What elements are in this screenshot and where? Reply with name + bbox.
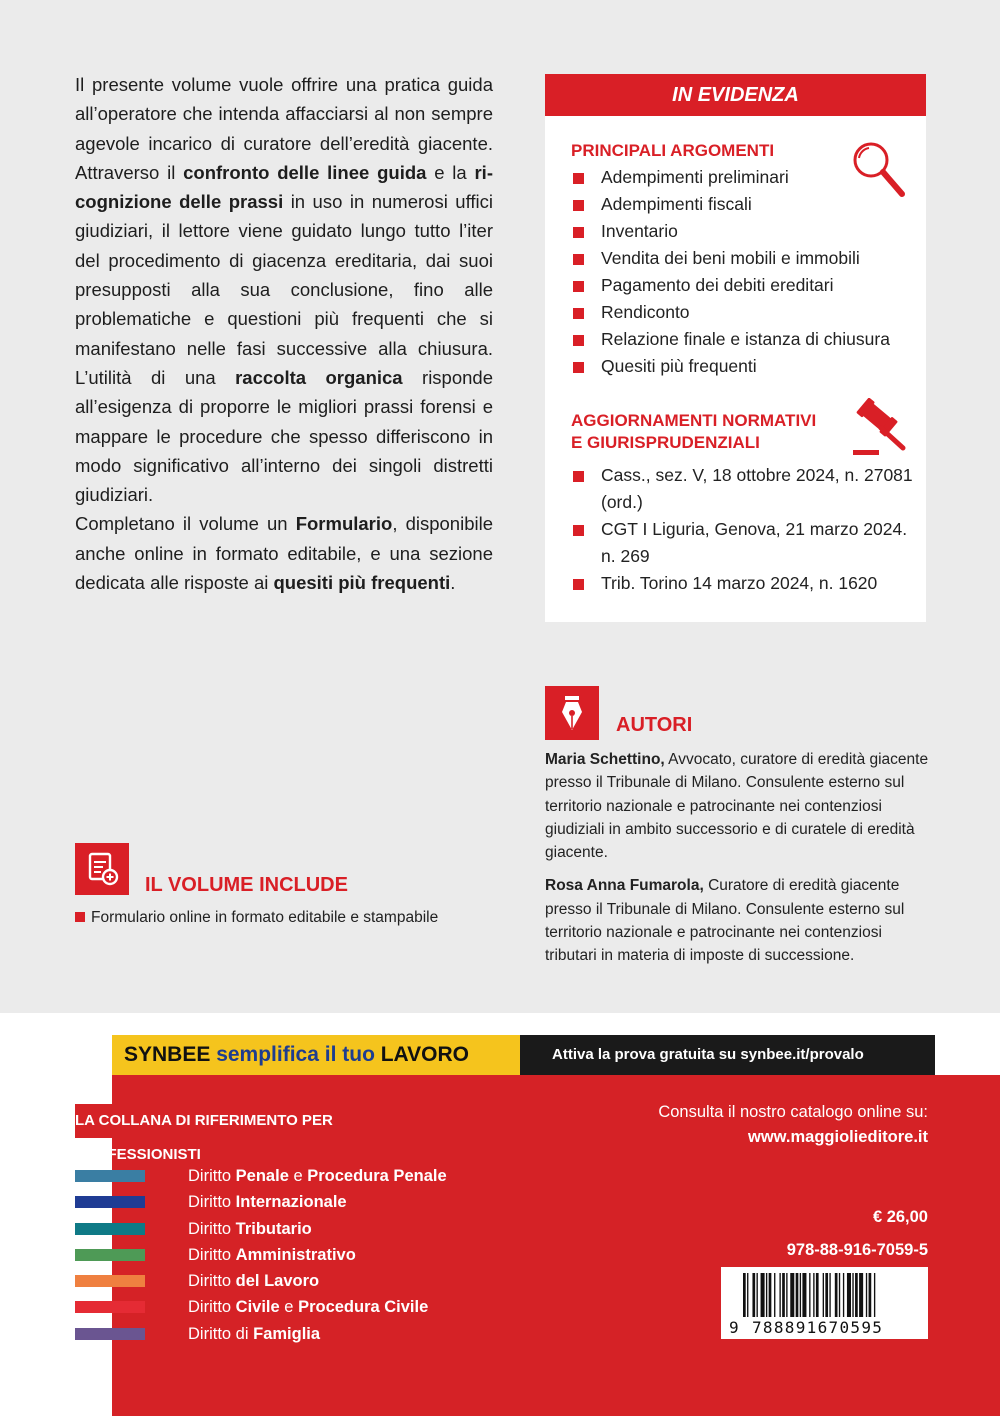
barcode-bar bbox=[766, 1273, 767, 1317]
series-label-part: Civile bbox=[235, 1298, 280, 1317]
barcode-bar bbox=[869, 1273, 872, 1317]
argomento-text: Relazione finale e istanza di chiusura bbox=[601, 329, 890, 349]
intro-text-run: Completano il volume un bbox=[75, 513, 296, 535]
series-label-part: Diritto bbox=[188, 1193, 236, 1212]
barcode-bar bbox=[782, 1273, 785, 1317]
author-1-name: Maria Schettino, bbox=[545, 751, 665, 768]
bullet-square bbox=[573, 335, 584, 346]
intro-text bbox=[75, 70, 493, 597]
intro-bold-text: confronto delle linee guida bbox=[183, 161, 427, 183]
barcode-digits: 788891670595 bbox=[752, 1318, 884, 1337]
in-evidenza-card bbox=[545, 74, 926, 622]
series-label bbox=[188, 1217, 312, 1241]
barcode-bar bbox=[816, 1273, 819, 1317]
barcode-bar bbox=[809, 1273, 810, 1317]
aggiornamenti-title bbox=[571, 410, 816, 454]
aggiornamento-line: CGT I Liguria, Genova, 21 marzo 2024. bbox=[601, 519, 908, 539]
collana-title bbox=[75, 1104, 455, 1163]
argomento-item bbox=[571, 218, 890, 245]
aggiornamento-line: n. 269 bbox=[601, 546, 650, 566]
argomenti-list bbox=[571, 164, 890, 380]
intro-text-run: e la bbox=[426, 161, 475, 183]
bullet-square bbox=[573, 173, 584, 184]
series-color-bar bbox=[75, 1301, 145, 1313]
barcode-bar bbox=[874, 1273, 875, 1317]
series-color-bar bbox=[75, 1328, 145, 1340]
aggiornamento-item bbox=[571, 516, 913, 570]
document-add-icon bbox=[75, 843, 129, 895]
series-label-part: Diritto bbox=[188, 1272, 236, 1291]
synbee-cta[interactable]: Attiva la prova gratuita su synbee.it/provalo bbox=[520, 1035, 935, 1075]
argomento-text: Pagamento dei debiti ereditari bbox=[601, 275, 834, 295]
synbee-slogan bbox=[124, 1035, 469, 1075]
barcode-bar bbox=[802, 1273, 806, 1317]
barcode-bar bbox=[774, 1273, 775, 1317]
aggiornamenti-list bbox=[571, 462, 913, 597]
series-label-part: Procedura Civile bbox=[298, 1298, 429, 1317]
catalog-info bbox=[658, 1100, 928, 1150]
volume-include-title: IL VOLUME INCLUDE bbox=[145, 874, 348, 896]
series-label-part: Procedura Penale bbox=[307, 1167, 447, 1185]
argomento-item bbox=[571, 191, 890, 218]
barcode-bar bbox=[859, 1273, 863, 1317]
series-color-bar bbox=[75, 1275, 145, 1287]
intro-text-run: , disponibile anche online in formato editabile, e una sezione dedicata alle risposte ai bbox=[75, 513, 493, 594]
price: € 26,00 bbox=[872, 1208, 928, 1226]
barcode-bar bbox=[825, 1273, 828, 1317]
barcode-bar bbox=[743, 1273, 746, 1317]
barcode-bar bbox=[790, 1273, 794, 1317]
argomento-item bbox=[571, 164, 890, 191]
bullet-square bbox=[573, 200, 584, 211]
series-label-part: Diritto bbox=[188, 1245, 236, 1264]
barcode-bar bbox=[829, 1273, 830, 1317]
series-label-part: Tributario bbox=[235, 1219, 312, 1238]
author-1 bbox=[545, 748, 929, 864]
gavel-icon bbox=[851, 398, 911, 458]
bullet-square bbox=[573, 254, 584, 265]
bullet-square bbox=[573, 227, 584, 238]
bullet-square bbox=[573, 471, 584, 482]
barcode-bar bbox=[835, 1273, 838, 1317]
barcode-bar bbox=[757, 1273, 758, 1317]
barcode-bar bbox=[843, 1273, 844, 1317]
catalog-line: Consulta il nostro catalogo online su: bbox=[658, 1103, 928, 1121]
bullet-square bbox=[573, 362, 584, 373]
argomento-text: Inventario bbox=[601, 221, 678, 241]
autori-text bbox=[545, 748, 929, 978]
aggiornamento-line: (ord.) bbox=[601, 492, 643, 512]
barcode-bar bbox=[747, 1273, 748, 1317]
barcode-bar bbox=[823, 1273, 824, 1317]
intro-paragraph-2 bbox=[75, 509, 493, 597]
series-label-part: Penale bbox=[235, 1167, 289, 1185]
barcode-bar bbox=[786, 1273, 787, 1317]
argomento-item bbox=[571, 272, 890, 299]
aggiornamento-item bbox=[571, 570, 913, 597]
bullet-square bbox=[573, 308, 584, 319]
barcode-bar bbox=[847, 1273, 851, 1317]
synbee-slogan-mid: semplifica il tuo bbox=[210, 1043, 381, 1066]
intro-text-run: . bbox=[450, 572, 456, 594]
barcode-bar bbox=[800, 1273, 801, 1317]
intro-bold-text: Formulario bbox=[295, 513, 393, 535]
argomento-item bbox=[571, 245, 890, 272]
synbee-slogan-end: LAVORO bbox=[380, 1043, 470, 1066]
author-2 bbox=[545, 874, 929, 967]
series-label-part: e bbox=[288, 1167, 308, 1185]
series-color-bar bbox=[75, 1223, 145, 1235]
author-1-bio: Avvocato, curatore di eredità giacente presso il Tribunale di Milano. Consulente esterno sul territorio nazionale e patrocinante nei contenziosi giudiziali in ambito successorio e di curatele di eredità giacente. bbox=[545, 751, 929, 862]
aggiornamento-line: Cass., sez. V, 18 ottobre 2024, n. 27081 bbox=[601, 465, 913, 485]
barcode-bar bbox=[761, 1273, 765, 1317]
barcode-lead-digit: 9 bbox=[729, 1318, 740, 1337]
series-label-part: Amministrativo bbox=[235, 1245, 356, 1264]
intro-text-run: in uso in numerosi uffici giudiziari, il lettore viene guidato lungo tutto l’iter del procedimento di giacenza ereditaria, dai suoi presupposti alla sua conclusione, fino alle problematiche e questioni più frequenti che si manifestano nelle fasi successive alla chiusura. L’utilità di una bbox=[75, 191, 493, 388]
bullet-square bbox=[573, 281, 584, 292]
series-label-part: e bbox=[279, 1298, 299, 1317]
barcode-bar bbox=[839, 1273, 840, 1317]
bullet-square bbox=[573, 525, 584, 536]
barcode-bar bbox=[852, 1273, 853, 1317]
aggiornamenti-title-line-2: E GIURISPRUDENZIALI bbox=[571, 433, 760, 452]
series-label-part: Diritto bbox=[188, 1167, 236, 1185]
author-2-bio: Curatore di eredità giacente presso il Tribunale di Milano. Consulente esterno sul territorio nazionale e patrocinante nei contenziosi tributari in materia di imposte di successione. bbox=[545, 877, 905, 965]
argomento-text: Vendita dei beni mobili e immobili bbox=[601, 248, 860, 268]
series-label bbox=[188, 1322, 320, 1346]
series-color-bar bbox=[75, 1249, 145, 1261]
intro-paragraph-1 bbox=[75, 70, 493, 509]
volume-include-item bbox=[75, 909, 438, 927]
series-label-part: Internazionale bbox=[235, 1193, 347, 1212]
aggiornamento-line: Trib. Torino 14 marzo 2024, n. 1620 bbox=[601, 573, 878, 593]
synbee-brand: SYNBEE bbox=[124, 1043, 211, 1066]
series-label bbox=[188, 1190, 347, 1214]
intro-text-run: Il presente volume vuole offrire una pratica guida all’operatore che intenda affacciarsi al non sempre agevole incarico di curatore dell’eredità giacente. Attraverso il bbox=[75, 74, 493, 183]
argomento-item bbox=[571, 326, 890, 353]
collana-title-text: LA COLLANA DI RIFERIMENTO PER PROFESSIONISTI bbox=[75, 1112, 333, 1163]
barcode-bar bbox=[769, 1273, 772, 1317]
barcode-bar bbox=[752, 1273, 755, 1317]
argomento-item bbox=[571, 353, 890, 380]
barcode-bars bbox=[721, 1267, 928, 1321]
series-label bbox=[188, 1243, 356, 1267]
aggiornamenti-title-line-1: AGGIORNAMENTI NORMATIVI bbox=[571, 411, 817, 430]
principali-argomenti-title: PRINCIPALI ARGOMENTI bbox=[571, 141, 775, 160]
argomento-text: Adempimenti preliminari bbox=[601, 167, 789, 187]
author-2-name: Rosa Anna Fumarola, bbox=[545, 877, 704, 895]
pen-nib-icon bbox=[545, 686, 599, 740]
series-label bbox=[188, 1295, 428, 1319]
barcode-bar bbox=[796, 1273, 799, 1317]
barcode-bar bbox=[779, 1273, 780, 1317]
intro-text-run: risponde all’esigenza di proporre le migliori prassi forensi e mappare le procedure che spesso differiscono in modo significativo all’interno dei singoli distretti giudiziari. bbox=[75, 366, 493, 506]
isbn: 978-88-916-7059-5 bbox=[786, 1241, 928, 1259]
argomento-text: Adempimenti fiscali bbox=[601, 194, 752, 214]
volume-include-item-text: Formulario online in formato editabile e stampabile bbox=[91, 909, 439, 926]
series-label-part: del Lavoro bbox=[235, 1272, 320, 1291]
bullet-square bbox=[573, 579, 584, 590]
bullet-square bbox=[75, 912, 85, 922]
argomento-text: Quesiti più frequenti bbox=[601, 356, 757, 376]
barcode-bar bbox=[866, 1273, 867, 1317]
intro-bold-text: ricognizione delle prassi bbox=[75, 161, 493, 213]
intro-bold-text: quesiti più frequenti bbox=[273, 572, 451, 594]
argomento-text: Rendiconto bbox=[601, 302, 690, 322]
barcode-bar bbox=[813, 1273, 814, 1317]
catalog-url[interactable]: www.maggiolieditore.it bbox=[748, 1128, 928, 1146]
series-label bbox=[188, 1164, 447, 1188]
in-evidenza-header: IN EVIDENZA bbox=[545, 74, 926, 116]
series-color-bar bbox=[75, 1196, 145, 1208]
aggiornamento-item bbox=[571, 462, 913, 516]
autori-title: AUTORI bbox=[616, 714, 693, 736]
intro-bold-text: raccolta organica bbox=[235, 366, 403, 388]
argomento-item bbox=[571, 299, 890, 326]
barcode bbox=[721, 1267, 928, 1339]
series-color-bar bbox=[75, 1170, 145, 1182]
series-label-part: Diritto bbox=[188, 1219, 236, 1238]
series-label-part: Famiglia bbox=[253, 1324, 321, 1343]
barcode-bar bbox=[855, 1273, 858, 1317]
series-label-part: Diritto di bbox=[188, 1324, 254, 1343]
series-label bbox=[188, 1269, 319, 1293]
series-label-part: Diritto bbox=[188, 1298, 236, 1317]
